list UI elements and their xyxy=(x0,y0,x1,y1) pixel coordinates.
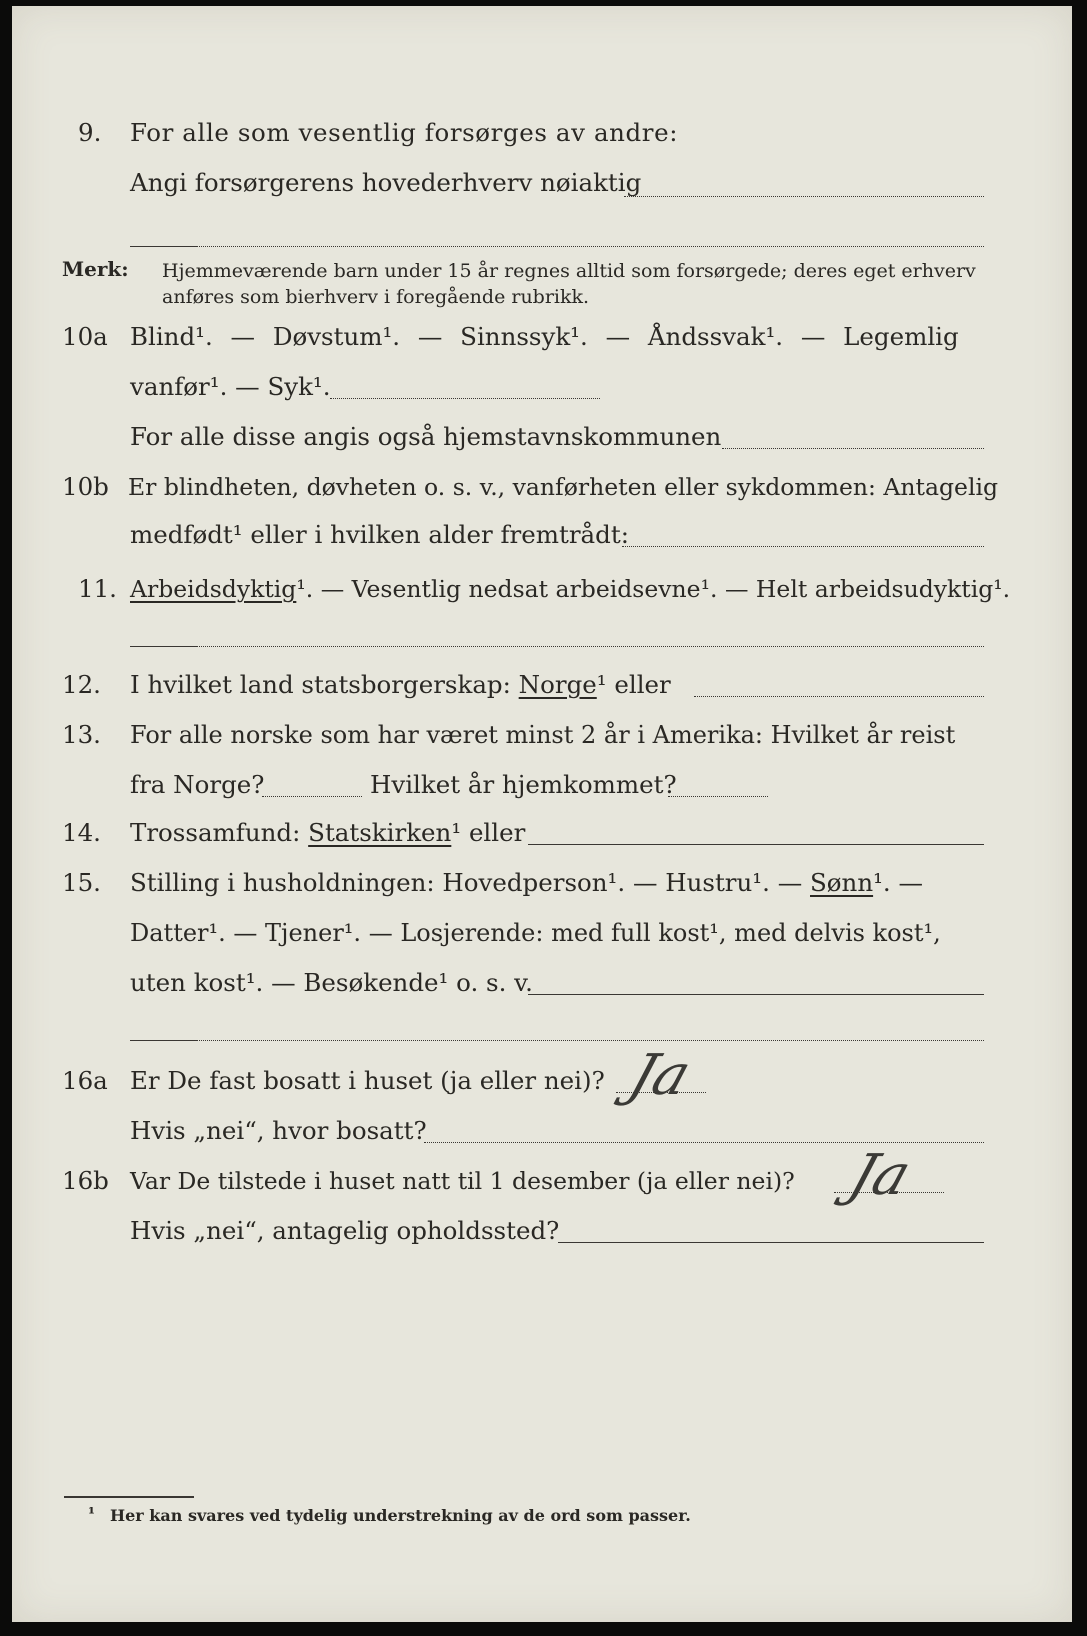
q16a-line2: Hvis „nei“, hvor bosatt? xyxy=(130,1116,427,1145)
q13-line1: For alle norske som har været minst 2 år i Amerika: Hvilket år reist xyxy=(130,721,956,749)
footnote-rule xyxy=(64,1496,194,1498)
q9-answer-field[interactable] xyxy=(624,196,984,197)
q13-line2a: fra Norge? xyxy=(130,770,265,799)
q15-line2: Datter¹. — Tjener¹. — Losjerende: med full kost¹, med delvis kost¹, xyxy=(130,919,941,947)
q14-line xyxy=(130,818,525,848)
q16b-number: 16b xyxy=(62,1166,109,1195)
footnote-mark: ¹ xyxy=(88,1504,96,1523)
q16b-handwritten-answer: Ja xyxy=(841,1143,919,1208)
q14-number: 14. xyxy=(62,818,101,847)
q13-hjemkommet-field[interactable] xyxy=(668,796,768,797)
q15-other-field[interactable] xyxy=(528,994,984,995)
merk-line1: Hjemmeværende barn under 15 år regnes alltid som forsørgede; deres eget erhverv xyxy=(162,260,976,282)
q13-line2b: Hvilket år hjemkommet? xyxy=(370,770,677,799)
q15-line1 xyxy=(130,868,923,898)
q10b-alder-field[interactable] xyxy=(622,546,984,547)
q9-line2: Angi forsørgerens hovederhverv nøiaktig xyxy=(130,168,642,197)
q10b-line2: medfødt¹ eller i hvilken alder fremtrådt: xyxy=(130,520,629,549)
merk-line2: anføres som bierhverv i foregående rubrikk. xyxy=(162,286,590,308)
q10a-line3: For alle disse angis også hjemstavnskommunen xyxy=(130,422,722,451)
footnote-text: Her kan svares ved tydelig understrekning av de ord som passer. xyxy=(110,1506,691,1525)
q11-extra-field[interactable] xyxy=(196,646,984,647)
q14-trossamfund-field[interactable] xyxy=(528,844,984,845)
q10a-line2: vanfør¹. — Syk¹. xyxy=(130,372,331,401)
q15-option-sonn[interactable]: Sønn xyxy=(810,868,874,897)
q12-post: ¹ eller xyxy=(596,670,671,699)
q16a-line1: Er De fast bosatt i huset (ja eller nei)? xyxy=(130,1066,605,1095)
q15-number: 15. xyxy=(62,868,101,897)
q9-extra-field[interactable] xyxy=(196,246,984,247)
q12-country-field[interactable] xyxy=(694,696,984,697)
q16a-handwritten-answer: Ja xyxy=(621,1043,699,1108)
q10a-number: 10a xyxy=(62,322,108,351)
q11-line xyxy=(130,574,1010,604)
q12-pre: I hvilket land statsborgerskap: xyxy=(130,670,511,699)
q11-option-arbeidsdyktig[interactable]: Arbeidsdyktig xyxy=(130,575,297,603)
q14-option-statskirken[interactable]: Statskirken xyxy=(308,818,452,847)
q12-line xyxy=(130,670,671,700)
q9-short-rule xyxy=(130,246,196,247)
q9-line1: For alle som vesentlig forsørges av andre: xyxy=(130,118,679,147)
merk-label: Merk: xyxy=(62,257,129,281)
q14-pre: Trossamfund: xyxy=(130,818,301,847)
q10b-number: 10b xyxy=(62,472,109,501)
q16b-line2: Hvis „nei“, antagelig opholdssted? xyxy=(130,1216,560,1245)
q10a-line1: Blind¹. — Døvstum¹. — Sinnssyk¹. — Åndssvak¹. — Legemlig xyxy=(130,322,959,351)
q16b-line1: Var De tilstede i huset natt til 1 desember (ja eller nei)? xyxy=(130,1167,795,1195)
q10a-hjemstavn-field[interactable] xyxy=(722,448,984,449)
census-form-page xyxy=(12,6,1072,1622)
q12-number: 12. xyxy=(62,670,101,699)
q15-line1a: Stilling i husholdningen: Hovedperson¹. — Hustru¹. — xyxy=(130,868,803,897)
q13-number: 13. xyxy=(62,720,101,749)
q15-line3: uten kost¹. — Besøkende¹ o. s. v. xyxy=(130,968,533,997)
q11-rest: ¹. — Vesentlig nedsat arbeidsevne¹. — Helt arbeidsudyktig¹. xyxy=(296,575,1011,603)
q11-number: 11. xyxy=(78,574,117,603)
q15-extra-field[interactable] xyxy=(196,1040,984,1041)
q10b-line1: Er blindheten, døvheten o. s. v., vanførheten eller sykdommen: Antagelig xyxy=(128,473,999,501)
q15-short-rule xyxy=(130,1040,196,1041)
q16b-opholdssted-field[interactable] xyxy=(558,1242,984,1243)
q14-post: ¹ eller xyxy=(451,818,526,847)
q13-reist-field[interactable] xyxy=(262,796,362,797)
q15-line1b: ¹. — xyxy=(873,868,923,897)
q9-number: 9. xyxy=(78,118,102,147)
q12-option-norge[interactable]: Norge xyxy=(518,670,597,699)
q10a-syk-field[interactable] xyxy=(330,398,600,399)
q16a-number: 16a xyxy=(62,1066,108,1095)
q11-short-rule xyxy=(130,646,196,647)
